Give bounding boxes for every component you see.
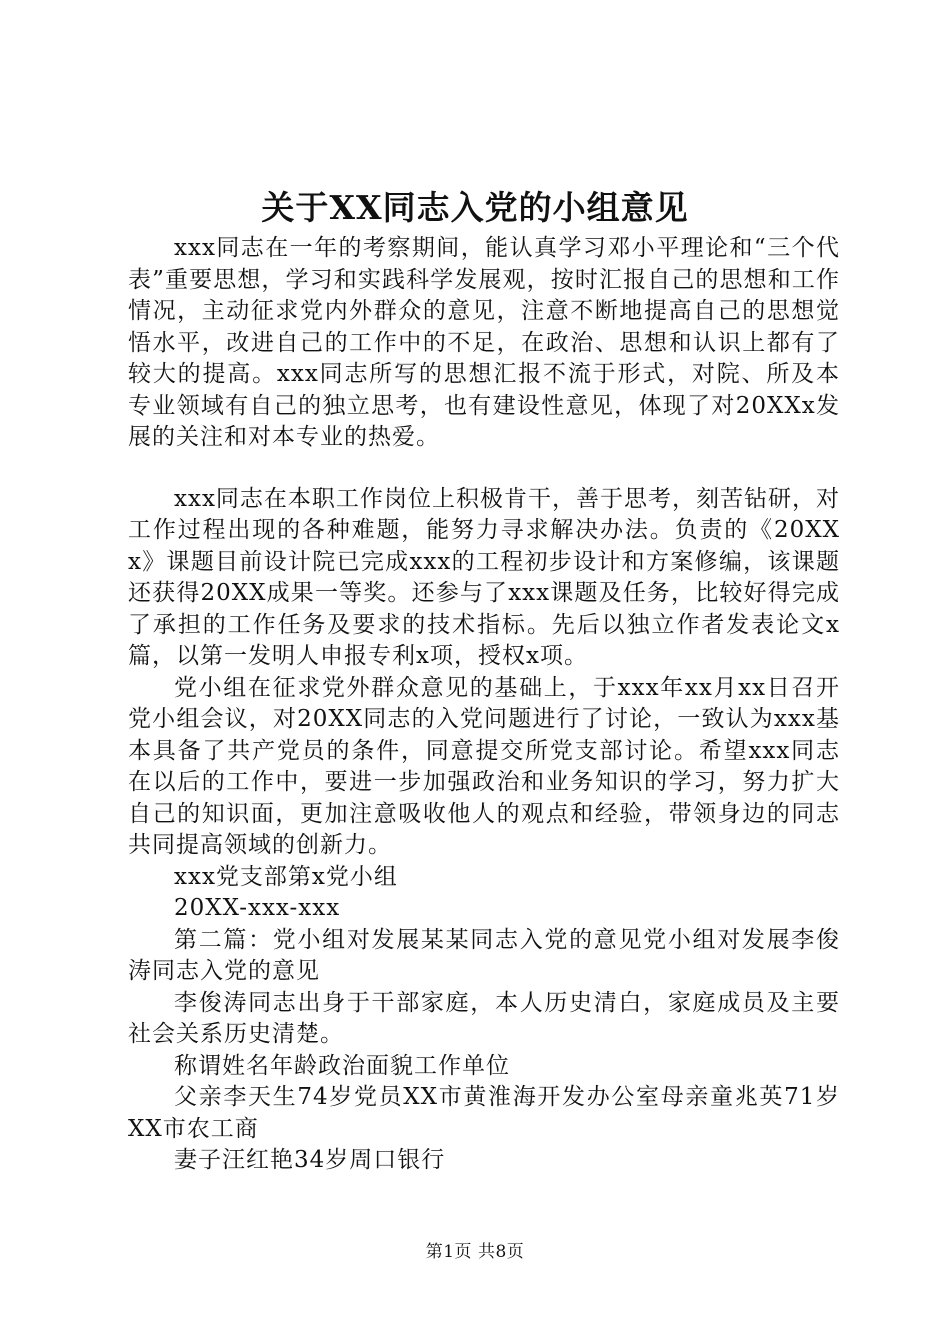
family-row-spouse: 妻子汪红艳34岁周口银行 (174, 1147, 446, 1173)
document-body (128, 233, 840, 1177)
paragraph-gap (128, 454, 840, 484)
paragraph-family-background: 李俊涛同志出身于干部家庭，本人历史清白，家庭成员及主要社会关系历史清楚。 (128, 989, 840, 1047)
document-title: 关于XX同志入党的小组意见 (261, 188, 689, 227)
family-table-header: 称谓姓名年龄政治面貌工作单位 (174, 1052, 510, 1079)
page-number-footer: 第1页 共8页 (425, 1242, 525, 1262)
family-row-parents: 父亲李天生74岁党员XX市黄淮海开发办公室母亲童兆英71岁XX市农工商 (128, 1084, 840, 1142)
signature-date: 20XX-xxx-xxx (174, 895, 341, 921)
second-article-heading: 第二篇：党小组对发展某某同志入党的意见党小组对发展李俊涛同志入党的意见 (128, 926, 840, 984)
paragraph-assessment: xxx同志在一年的考察期间，能认真学习邓小平理论和“三个代表”重要思想，学习和实践科学发展观，按时汇报自己的思想和工作情况，主动征求党内外群众的意见，注意不断地提高自己的思想觉悟水平，改进自己的工作中的不足，在政治、思想和认识上都有了较大的提高。xxx同志所写的思想汇报不流于形式，对院、所及本专业领域有自己的独立思考，也有建设性意见，体现了对20XXx发展的关注和对本专业的热爱。 (128, 235, 840, 450)
paragraph-work-performance: xxx同志在本职工作岗位上积极肯干，善于思考，刻苦钻研，对工作过程出现的各种难题，能努力寻求解决办法。负责的《20XXx》课题目前设计院已完成xxx的工程初步设计和方案修编，该课题还获得20XX成果一等奖。还参与了xxx课题及任务，比较好得完成了承担的工作任务及要求的技术指标。先后以独立作者发表论文x篇，以第一发明人申报专利x项，授权x项。 (128, 485, 840, 669)
paragraph-group-opinion: 党小组在征求党外群众意见的基础上，于xxx年xx月xx日召开党小组会议，对20XX同志的入党问题进行了讨论，一致认为xxx基本具备了共产党员的条件，同意提交所党支部讨论。希望xxx同志在以后的工作中，要进一步加强政治和业务知识的学习，努力扩大自己的知识面，更加注意吸收他人的观点和经验，带领身边的同志共同提高领域的创新力。 (128, 674, 840, 858)
signature-group: xxx党支部第x党小组 (174, 863, 398, 890)
